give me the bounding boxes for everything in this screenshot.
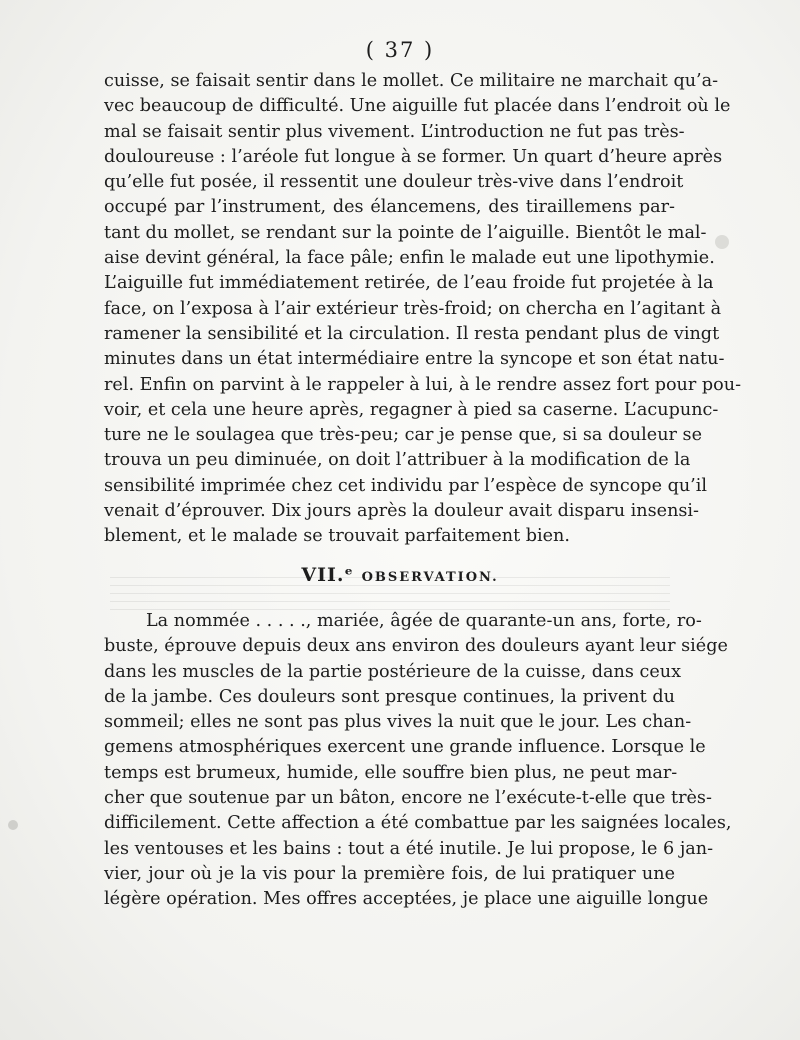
paper-blemish <box>715 235 729 249</box>
text-line: aise devint général, la face pâle; enfin le malade eut une lipothymie. <box>104 248 715 269</box>
text-line: douloureuse : l’aréole fut longue à se former. Un quart d’heure après <box>104 146 723 167</box>
text-line: occupé par l’instrument, des élancemens, des tiraillemens par- <box>104 197 675 218</box>
text-line: temps est brumeux, humide, elle souffre bien plus, ne peut mar- <box>104 762 678 783</box>
text-line: buste, éprouve depuis deux ans environ des douleurs ayant leur siége <box>104 636 728 657</box>
heading-numeral: VII.ᵉ <box>301 564 354 586</box>
page-number: ( 37 ) <box>365 38 435 62</box>
text-line: rel. Enfin on parvint à le rappeler à lui, à le rendre assez fort pour pou- <box>104 374 742 395</box>
text-line: légère opération. Mes offres acceptées, je place une aiguille longue <box>104 889 709 910</box>
text-line: ramener la sensibilité et la circulation. Il resta pendant plus de vingt <box>104 323 720 344</box>
text-line: minutes dans un état intermédiaire entre la syncope et son état natu- <box>104 349 725 370</box>
text-line: trouva un peu diminuée, on doit l’attribuer à la modification de la <box>104 450 691 471</box>
text-line: gemens atmosphériques exercent une grande influence. Lorsque le <box>104 737 706 758</box>
paragraph-observation <box>104 609 732 913</box>
text-line: ture ne le soulagea que très-peu; car je pense que, si sa douleur se <box>104 425 702 446</box>
text-line: cuisse, se faisait sentir dans le mollet. Ce militaire ne marchait qu’a- <box>104 71 719 91</box>
text-line: face, on l’exposa à l’air extérieur très-froid; on chercha en l’agitant à <box>104 298 722 319</box>
paragraph-continued <box>104 69 742 550</box>
text-line: difficilement. Cette affection a été combattue par les saignées locales, <box>104 813 732 834</box>
text-line: vec beaucoup de difficulté. Une aiguille fut placée dans l’endroit où le <box>104 96 731 117</box>
text-line: La nommée . . . . ., mariée, âgée de quarante-un ans, forte, ro- <box>146 611 702 631</box>
text-line: qu’elle fut posée, il ressentit une douleur très-vive dans l’endroit <box>104 172 684 193</box>
paper-blemish <box>8 820 18 830</box>
text-line: tant du mollet, se rendant sur la pointe de l’aiguille. Bientôt le mal- <box>104 222 707 243</box>
section-heading <box>0 564 800 586</box>
text-line: L’aiguille fut immédiatement retirée, de l’eau froide fut projetée à la <box>104 273 714 294</box>
text-line: venait d’éprouver. Dix jours après la douleur avait disparu insensi- <box>104 501 699 522</box>
text-line: dans les muscles de la partie postérieure de la cuisse, dans ceux <box>104 661 681 682</box>
text-line: vier, jour où je la vis pour la première fois, de lui pratiquer une <box>104 863 675 884</box>
text-line: blement, et le malade se trouvait parfaitement bien. <box>104 526 570 547</box>
text-line: de la jambe. Ces douleurs sont presque continues, la privent du <box>104 686 675 707</box>
text-line: voir, et cela une heure après, regagner à pied sa caserne. L’acupunc- <box>104 399 719 420</box>
text-line: mal se faisait sentir plus vivement. L’introduction ne fut pas très- <box>104 121 685 142</box>
text-line: sommeil; elles ne sont pas plus vives la nuit que le jour. Les chan- <box>104 712 692 733</box>
text-line: les ventouses et les bains : tout a été inutile. Je lui propose, le 6 jan- <box>104 838 714 859</box>
text-line: sensibilité imprimée chez cet individu par l’espèce de syncope qu’il <box>104 475 708 496</box>
heading-title: OBSERVATION. <box>361 570 499 585</box>
text-line: cher que soutenue par un bâton, encore ne l’exécute-t-elle que très- <box>104 788 712 809</box>
